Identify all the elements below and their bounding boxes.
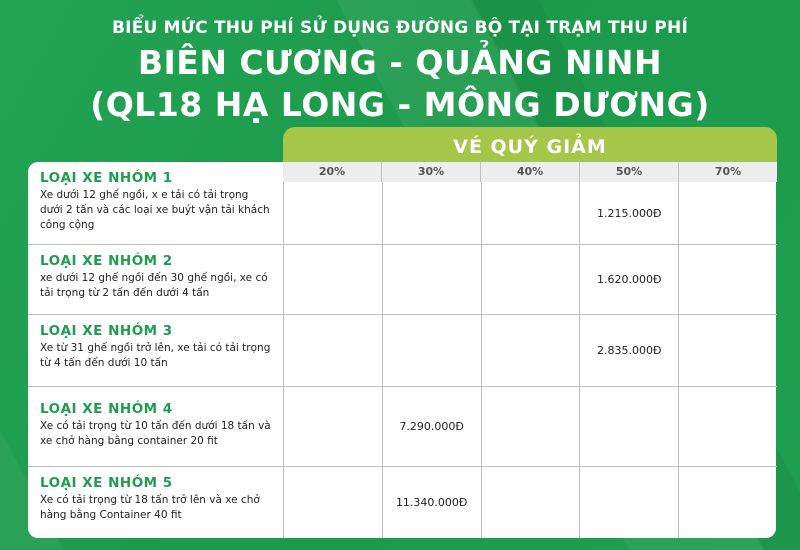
column-header: 20% [283, 162, 382, 182]
vehicle-group-name: LOẠI XE NHÓM 3 [40, 323, 173, 339]
page-subtitle: BIỂU MỨC THU PHÍ SỬ DỤNG ĐƯỜNG BỘ TẠI TRẠM THU PHÍ [112, 18, 688, 38]
vehicle-group-name: LOẠI XE NHÓM 5 [40, 475, 173, 491]
price-cell: 7.290.000Đ [382, 387, 481, 466]
price-cell [481, 315, 580, 386]
vehicle-group-description: Xe từ 31 ghế ngồi trở lên, xe tải có tải trọng từ 4 tấn đến dưới 10 tấn [40, 342, 271, 369]
price-cells [283, 162, 777, 244]
vehicle-group-cell [28, 315, 283, 386]
price-cells [283, 387, 777, 466]
price-cell [481, 387, 580, 466]
price-cell [678, 387, 777, 466]
vehicle-group-description: Xe dưới 12 ghế ngồi, x e tải có tải trọng dưới 2 tấn và các loại xe buýt vận tải khách công cộng [40, 189, 270, 231]
price-cell [579, 387, 678, 466]
price-cells [283, 467, 777, 538]
price-cell: 1.215.000Đ [579, 182, 678, 244]
price-cell: 2.835.000Đ [579, 315, 678, 386]
column-header: 70% [714, 165, 742, 178]
price-cell [678, 245, 777, 314]
price-cell [382, 245, 481, 314]
header [0, 14, 800, 126]
price-cell [382, 315, 481, 386]
vehicle-group-cell [28, 162, 283, 244]
vehicle-group-name: LOẠI XE NHÓM 2 [40, 253, 173, 269]
price-cell [283, 467, 382, 538]
column-header: 40% [481, 162, 580, 182]
price-cell [678, 467, 777, 538]
price-cells [283, 245, 777, 314]
vehicle-group-name: LOẠI XE NHÓM 1 [40, 170, 173, 186]
price-cell [283, 387, 382, 466]
price-cells [283, 315, 777, 386]
vehicle-group-name: LOẠI XE NHÓM 4 [40, 401, 173, 417]
ticket-type-label: VÉ QUÝ GIẢM [453, 136, 607, 158]
price-cell [579, 467, 678, 538]
table-row [28, 466, 777, 538]
price-cell [481, 182, 580, 244]
price-cell [382, 182, 481, 244]
vehicle-group-description: Xe có tải trọng từ 10 tấn đến dưới 18 tấn và xe chở hàng bằng container 20 fit [40, 420, 271, 447]
price-cell [678, 182, 777, 244]
column-header: 30% [382, 162, 481, 182]
price-cell [283, 315, 382, 386]
vehicle-group-description: xe dưới 12 ghế ngồi đến 30 ghế ngồi, xe có tải trọng từ 2 tấn đến dưới 4 tấn [40, 272, 268, 299]
price-cell [481, 467, 580, 538]
ticket-type-tab [283, 127, 777, 167]
column-header: 50% [580, 162, 679, 182]
table-row [28, 244, 777, 314]
vehicle-group-cell [28, 245, 283, 314]
vehicle-group-cell [28, 467, 283, 538]
vehicle-group-description: Xe có tải trọng từ 18 tấn trở lên và xe chở hàng bằng Container 40 fit [40, 494, 260, 521]
table-row [28, 386, 777, 466]
price-cell: 1.620.000Đ [579, 245, 678, 314]
page-title-line-1: BIÊN CƯƠNG - QUẢNG NINH [137, 43, 663, 82]
table-row [28, 162, 777, 244]
vehicle-group-cell [28, 387, 283, 466]
table-row [28, 314, 777, 386]
price-cell [283, 182, 382, 244]
price-cell: 11.340.000Đ [382, 467, 481, 538]
price-cell [481, 245, 580, 314]
page-title-line-2: (QL18 HẠ LONG - MÔNG DƯƠNG) [90, 85, 710, 124]
price-cell [678, 315, 777, 386]
price-cell [283, 245, 382, 314]
